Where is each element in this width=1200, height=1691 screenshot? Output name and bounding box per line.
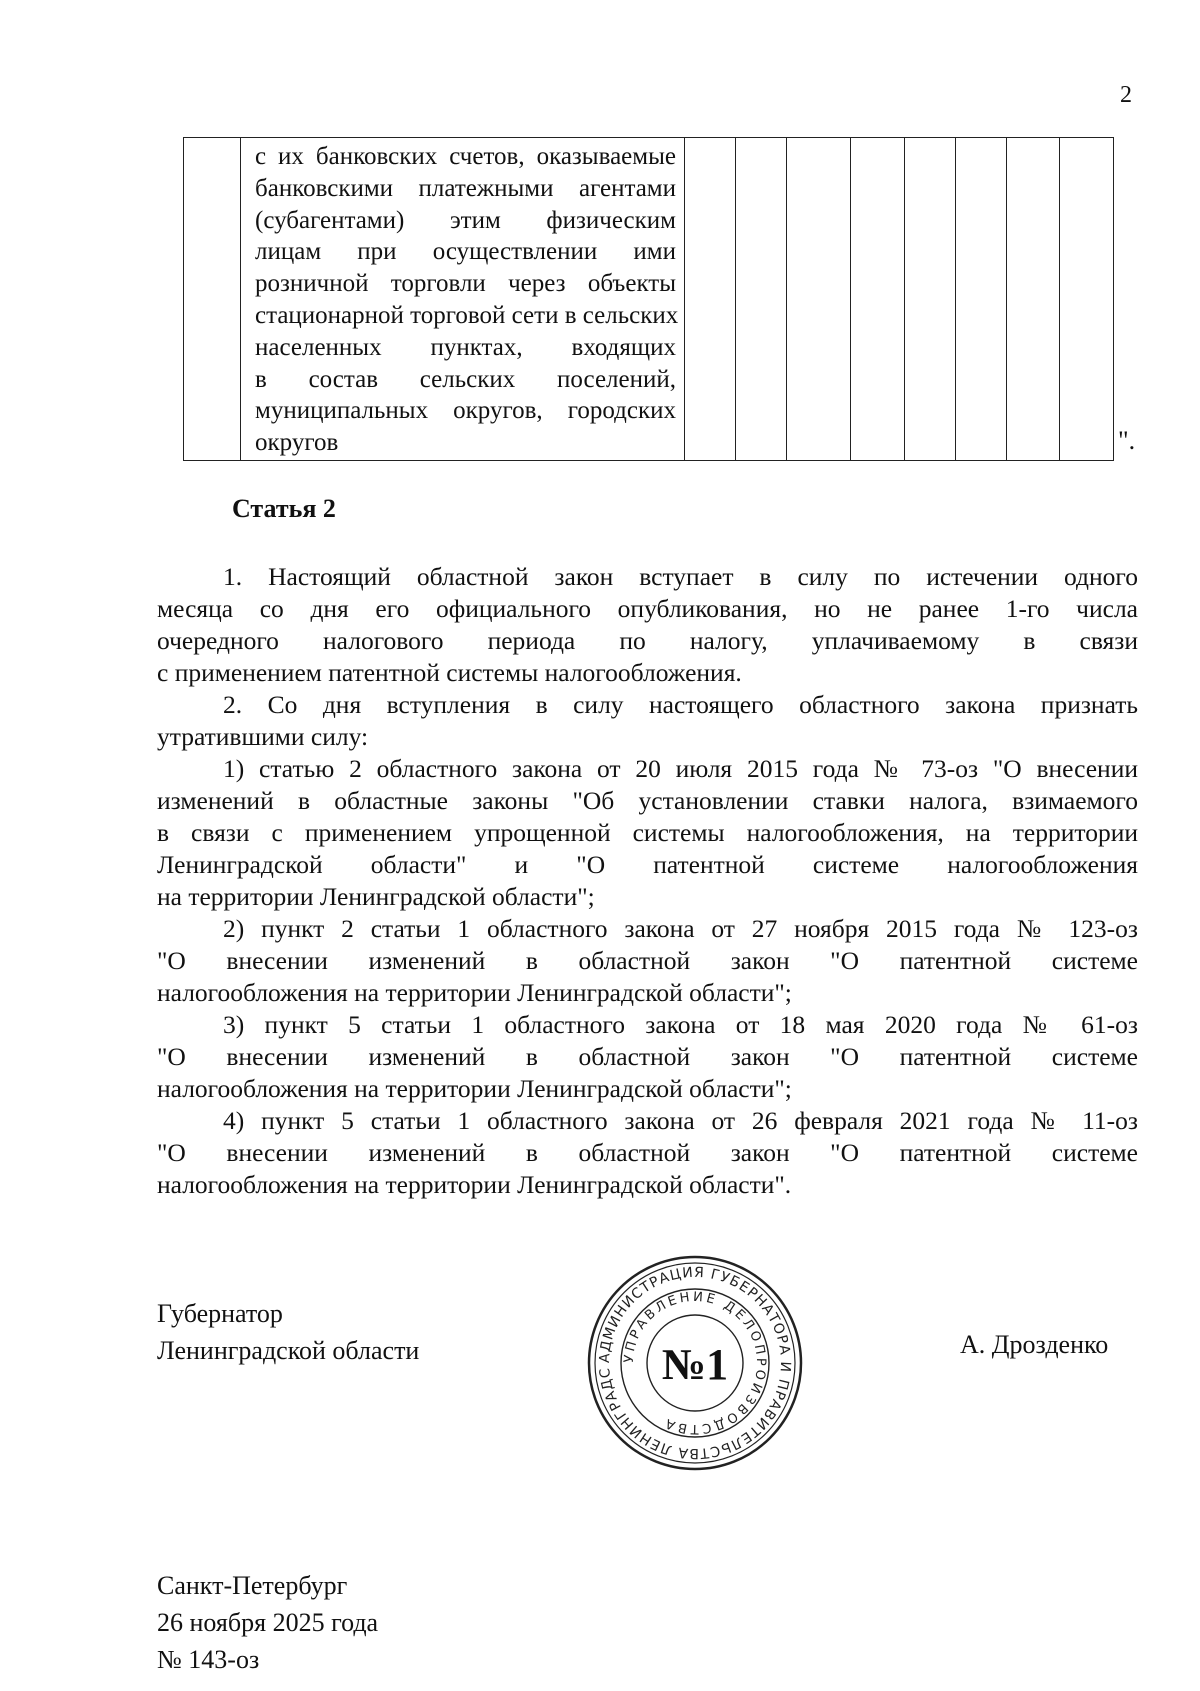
table-cell-empty bbox=[905, 138, 956, 461]
signatory-title bbox=[157, 1295, 419, 1369]
list-item-3 bbox=[157, 1009, 1138, 1105]
text-line: утратившими силу: bbox=[157, 722, 369, 751]
text-line: налогообложения на территории Ленинградской области"; bbox=[157, 978, 792, 1007]
table-cell-empty bbox=[787, 138, 851, 461]
list-item-1 bbox=[157, 753, 1138, 913]
text-line: "О внесении изменений в областной закон "О патентной системе bbox=[157, 946, 1138, 975]
table-cell-number bbox=[184, 138, 241, 461]
signatory-title-line: Губернатор bbox=[157, 1299, 283, 1328]
list-item-2 bbox=[157, 913, 1138, 1009]
signatory-title-line: Ленинградской области bbox=[157, 1336, 420, 1365]
footer-law-number: № 143-оз bbox=[157, 1645, 260, 1674]
text-line: "О внесении изменений в областной закон "О патентной системе bbox=[157, 1138, 1138, 1167]
paragraph-2 bbox=[157, 689, 1138, 753]
text-line: Ленинградской области" и "О патентной системе налогообложения bbox=[157, 850, 1138, 879]
description-line: округов bbox=[255, 429, 339, 457]
text-line: 1) статью 2 областного закона от 20 июля 2015 года № 73-оз "О внесении bbox=[223, 754, 1138, 783]
table-cell-description bbox=[241, 138, 685, 461]
table-cell-empty bbox=[956, 138, 1007, 461]
official-stamp bbox=[585, 1253, 805, 1473]
table-cell-empty bbox=[1007, 138, 1060, 461]
paragraph-1 bbox=[157, 561, 1138, 689]
footer-date: 26 ноября 2025 года bbox=[157, 1608, 379, 1637]
footer-city: Санкт-Петербург bbox=[157, 1571, 348, 1600]
description-line: лицам при осуществлении ими bbox=[255, 238, 676, 266]
text-line: 3) пункт 5 статьи 1 областного закона от 18 мая 2020 года № 61-оз bbox=[223, 1010, 1138, 1039]
stamp-graphic bbox=[585, 1253, 805, 1473]
text-line: очередного налогового периода по налогу, уплачиваемому в связи bbox=[157, 626, 1138, 655]
text-line: 4) пункт 5 статьи 1 областного закона от 26 февраля 2021 года № 11-оз bbox=[223, 1106, 1138, 1135]
description-line: с их банковских счетов, оказываемые bbox=[255, 143, 676, 170]
page-number: 2 bbox=[1120, 82, 1132, 108]
stamp-center-number: №1 bbox=[661, 1340, 729, 1389]
description-line: муниципальных округов, городских bbox=[255, 397, 676, 425]
text-line: налогообложения на территории Ленинградской области". bbox=[157, 1170, 792, 1199]
text-line: изменений в областные законы "Об установлении ставки налога, взимаемого bbox=[157, 786, 1138, 815]
article-title: Статья 2 bbox=[232, 494, 336, 523]
text-line: 2) пункт 2 статьи 1 областного закона от 27 ноября 2015 года № 123-оз bbox=[223, 914, 1138, 943]
signatory-name: А. Дрозденко bbox=[960, 1330, 1109, 1359]
description-line: населенных пунктах, входящих bbox=[255, 333, 676, 361]
continuation-table bbox=[183, 137, 1113, 461]
description-line: стационарной торговой сети в сельских bbox=[255, 301, 679, 329]
text-line: 2. Со дня вступления в силу настоящего областного закона признать bbox=[223, 690, 1138, 719]
description-line: (субагентами) этим физическим bbox=[255, 206, 676, 234]
text-line: с применением патентной системы налогообложения. bbox=[157, 658, 742, 687]
text-line: на территории Ленинградской области"; bbox=[157, 882, 595, 911]
list-item-4 bbox=[157, 1105, 1138, 1201]
description-line: банковскими платежными агентами bbox=[255, 174, 676, 202]
text-line: "О внесении изменений в областной закон "О патентной системе bbox=[157, 1042, 1138, 1071]
closing-quote: ". bbox=[1118, 426, 1136, 455]
stamp-inner-text: УПРАВЛЕНИЕ ДЕЛОПРОИЗВОДСТВА bbox=[621, 1289, 769, 1437]
description-line: в состав сельских поселений, bbox=[255, 365, 676, 393]
description-line: розничной торговли через объекты bbox=[255, 270, 676, 298]
document-footer bbox=[157, 1567, 378, 1678]
table-cell-empty bbox=[685, 138, 736, 461]
table-cell-empty bbox=[736, 138, 787, 461]
text-line: 1. Настоящий областной закон вступает в силу по истечении одного bbox=[223, 562, 1138, 591]
text-line: в связи с применением упрощенной системы налогообложения, на территории bbox=[157, 818, 1138, 847]
text-line: налогообложения на территории Ленинградской области"; bbox=[157, 1074, 792, 1103]
table-cell-empty bbox=[1060, 138, 1114, 461]
stamp-outer-text: АДМИНИСТРАЦИЯ ГУБЕРНАТОРА И ПРАВИТЕЛЬСТВА ЛЕНИНГРАДС bbox=[596, 1264, 794, 1462]
table-cell-empty bbox=[851, 138, 905, 461]
text-line: месяца со дня его официального опубликования, но не ранее 1-го числа bbox=[157, 594, 1138, 623]
